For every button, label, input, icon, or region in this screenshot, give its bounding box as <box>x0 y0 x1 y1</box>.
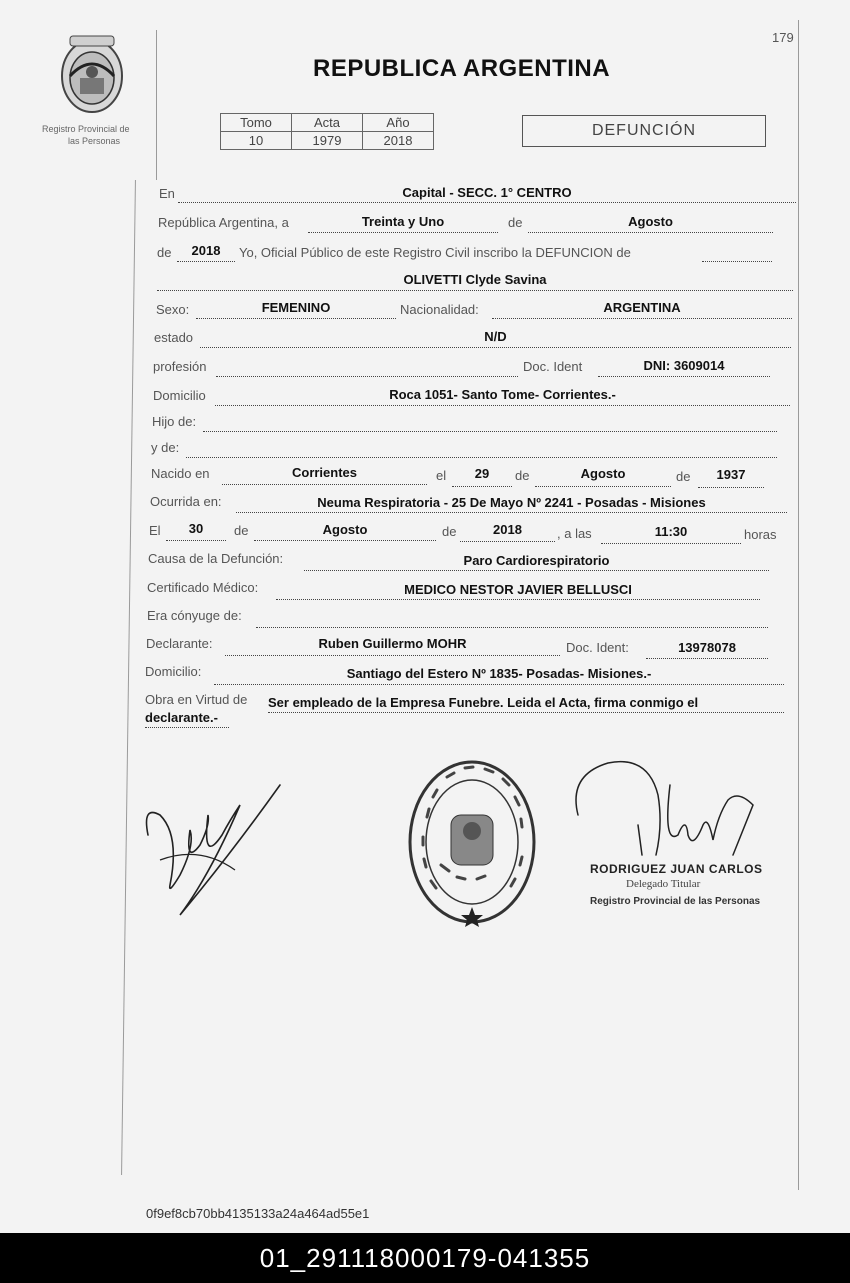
value-nacionalidad: ARGENTINA <box>603 300 681 315</box>
label-hijo-de: Hijo de: <box>152 414 197 429</box>
official-signature <box>568 755 768 867</box>
left-margin-line <box>156 30 157 180</box>
label-de-5: de <box>234 523 249 538</box>
dots-domicilio <box>215 405 790 406</box>
page-number: 179 <box>772 30 794 45</box>
label-domicilio-2: Domicilio: <box>145 664 202 679</box>
dots-def-mes <box>254 540 436 541</box>
logo-caption-line1: Registro Provincial de <box>42 124 130 134</box>
label-sexo: Sexo: <box>156 302 190 317</box>
value-lugar: Capital - SECC. 1° CENTRO <box>402 185 572 200</box>
value-mes: Agosto <box>628 214 673 229</box>
label-obra: Obra en Virtud de <box>145 692 248 707</box>
value-def-dia: 30 <box>188 521 204 536</box>
left-margin-line-lower <box>121 180 136 1175</box>
label-ocurrida-en: Ocurrida en: <box>150 494 222 509</box>
value-estado: N/D <box>484 329 507 344</box>
label-nacionalidad: Nacionalidad: <box>400 302 479 317</box>
dots-hijo-de <box>203 431 777 432</box>
label-de-1: de <box>508 215 523 230</box>
label-nacido-en: Nacido en <box>151 466 210 481</box>
label-de-4: de <box>676 469 691 484</box>
dots-def-dia <box>166 540 226 541</box>
dots-doc <box>598 376 770 377</box>
registry-value-acta: 1979 <box>292 132 363 150</box>
value-def-anio: 2018 <box>493 522 522 537</box>
value-domicilio: Roca 1051- Santo Tome- Corrientes.- <box>389 387 616 402</box>
document-hash: 0f9ef8cb70bb4135133a24a464ad55e1 <box>146 1206 370 1221</box>
value-anio: 2018 <box>191 243 221 258</box>
label-de-3: de <box>515 468 530 483</box>
document-type-box: DEFUNCIÓN <box>522 115 766 147</box>
declarant-signature <box>140 775 290 935</box>
official-name: RODRIGUEZ JUAN CARLOS <box>590 862 763 876</box>
label-profesion: profesión <box>153 359 207 374</box>
label-domicilio: Domicilio <box>153 388 206 403</box>
dots-nacionalidad <box>492 318 792 319</box>
value-def-mes: Agosto <box>322 522 368 537</box>
value-nac-dia: 29 <box>474 466 490 481</box>
dots-causa <box>304 570 769 571</box>
registry-header-tomo: Tomo <box>221 114 292 132</box>
dots-obra <box>268 712 784 713</box>
dots-mes <box>528 232 773 233</box>
dots-nac-dia <box>452 486 512 487</box>
dots-conyuge <box>256 627 768 628</box>
label-en: En <box>159 186 175 201</box>
dots-declarante <box>225 655 560 656</box>
dots-nombre <box>157 290 793 291</box>
value-certificado: MEDICO NESTOR JAVIER BELLUSCI <box>404 582 632 597</box>
value-obra-line1: Ser empleado de la Empresa Funebre. Leida el Acta, firma conmigo el <box>268 695 699 710</box>
value-ocurrida-en: Neuma Respiratoria - 25 De Mayo Nº 2241 - Posadas - Misiones <box>317 495 706 510</box>
label-el-2: El <box>149 523 161 538</box>
dots-def-anio <box>460 541 555 542</box>
dots-sexo <box>196 318 396 319</box>
registry-seal-stamp <box>405 757 540 927</box>
registry-header-anio: Año <box>363 114 434 132</box>
dots-yo-tail <box>702 261 772 262</box>
registry-value-tomo: 10 <box>221 132 292 150</box>
label-republica: República Argentina, a <box>158 215 289 230</box>
registry-header-acta: Acta <box>292 114 363 132</box>
value-nacido-en: Corrientes <box>291 465 358 480</box>
label-de-6: de <box>442 524 457 539</box>
official-role: Delegado Titular <box>626 878 701 890</box>
province-coat-of-arms-logo <box>56 32 128 116</box>
dots-estado <box>200 347 791 348</box>
dots-profesion <box>216 376 518 377</box>
dots-anio <box>177 261 235 262</box>
dots-def-hora <box>601 543 741 544</box>
registry-value-anio: 2018 <box>363 132 434 150</box>
value-nac-anio: 1937 <box>716 467 746 482</box>
label-conyuge: Era cónyuge de: <box>147 608 242 623</box>
value-nombre: OLIVETTI Clyde Savina <box>403 272 547 287</box>
value-nac-mes: Agosto <box>580 466 626 481</box>
dots-nacido-en <box>222 484 427 485</box>
dots-declarante-doc <box>646 658 768 659</box>
label-causa: Causa de la Defunción: <box>148 551 284 566</box>
value-causa: Paro Cardiorespiratorio <box>463 553 610 568</box>
right-margin-line <box>798 20 799 1190</box>
footer-code-bar: 01_291118000179-041355 <box>0 1233 850 1283</box>
value-dia-letras: Treinta y Uno <box>361 214 445 229</box>
label-y-de: y de: <box>151 440 180 455</box>
value-obra-line2: declarante.- <box>145 710 218 725</box>
page-title: REPUBLICA ARGENTINA <box>313 55 611 82</box>
label-a-las: , a las <box>557 526 592 541</box>
value-declarante-doc: 13978078 <box>678 640 736 655</box>
label-declarante: Declarante: <box>146 636 213 651</box>
dots-y-de <box>186 457 777 458</box>
dots-certificado <box>276 599 760 600</box>
logo-caption-line2: las Personas <box>68 136 121 146</box>
label-doc-ident: Doc. Ident <box>523 359 583 374</box>
label-yo: Yo, Oficial Público de este Registro Civil inscribo la DEFUNCION de <box>239 245 631 260</box>
label-horas: horas <box>744 527 777 542</box>
dots-domicilio-2 <box>214 684 784 685</box>
dots-lugar <box>178 202 796 203</box>
label-el: el <box>436 468 447 483</box>
official-institution: Registro Provincial de las Personas <box>590 896 761 907</box>
dots-ocurrida <box>236 512 787 513</box>
value-declarante-domicilio: Santiago del Estero Nº 1835- Posadas- Misiones.- <box>346 666 652 681</box>
label-doc-ident-2: Doc. Ident: <box>566 640 629 655</box>
value-sexo: FEMENINO <box>261 300 331 315</box>
value-doc-ident: DNI: 3609014 <box>643 358 725 373</box>
dots-dia <box>308 232 498 233</box>
value-def-hora: 11:30 <box>654 524 688 539</box>
dots-nac-mes <box>535 486 671 487</box>
label-estado: estado <box>154 330 194 345</box>
dots-nac-anio <box>698 487 764 488</box>
dots-obra-2 <box>145 727 229 728</box>
label-de-2: de <box>157 245 172 260</box>
registry-table <box>220 113 434 150</box>
label-certificado: Certificado Médico: <box>147 580 259 595</box>
value-declarante: Ruben Guillermo MOHR <box>318 636 467 651</box>
